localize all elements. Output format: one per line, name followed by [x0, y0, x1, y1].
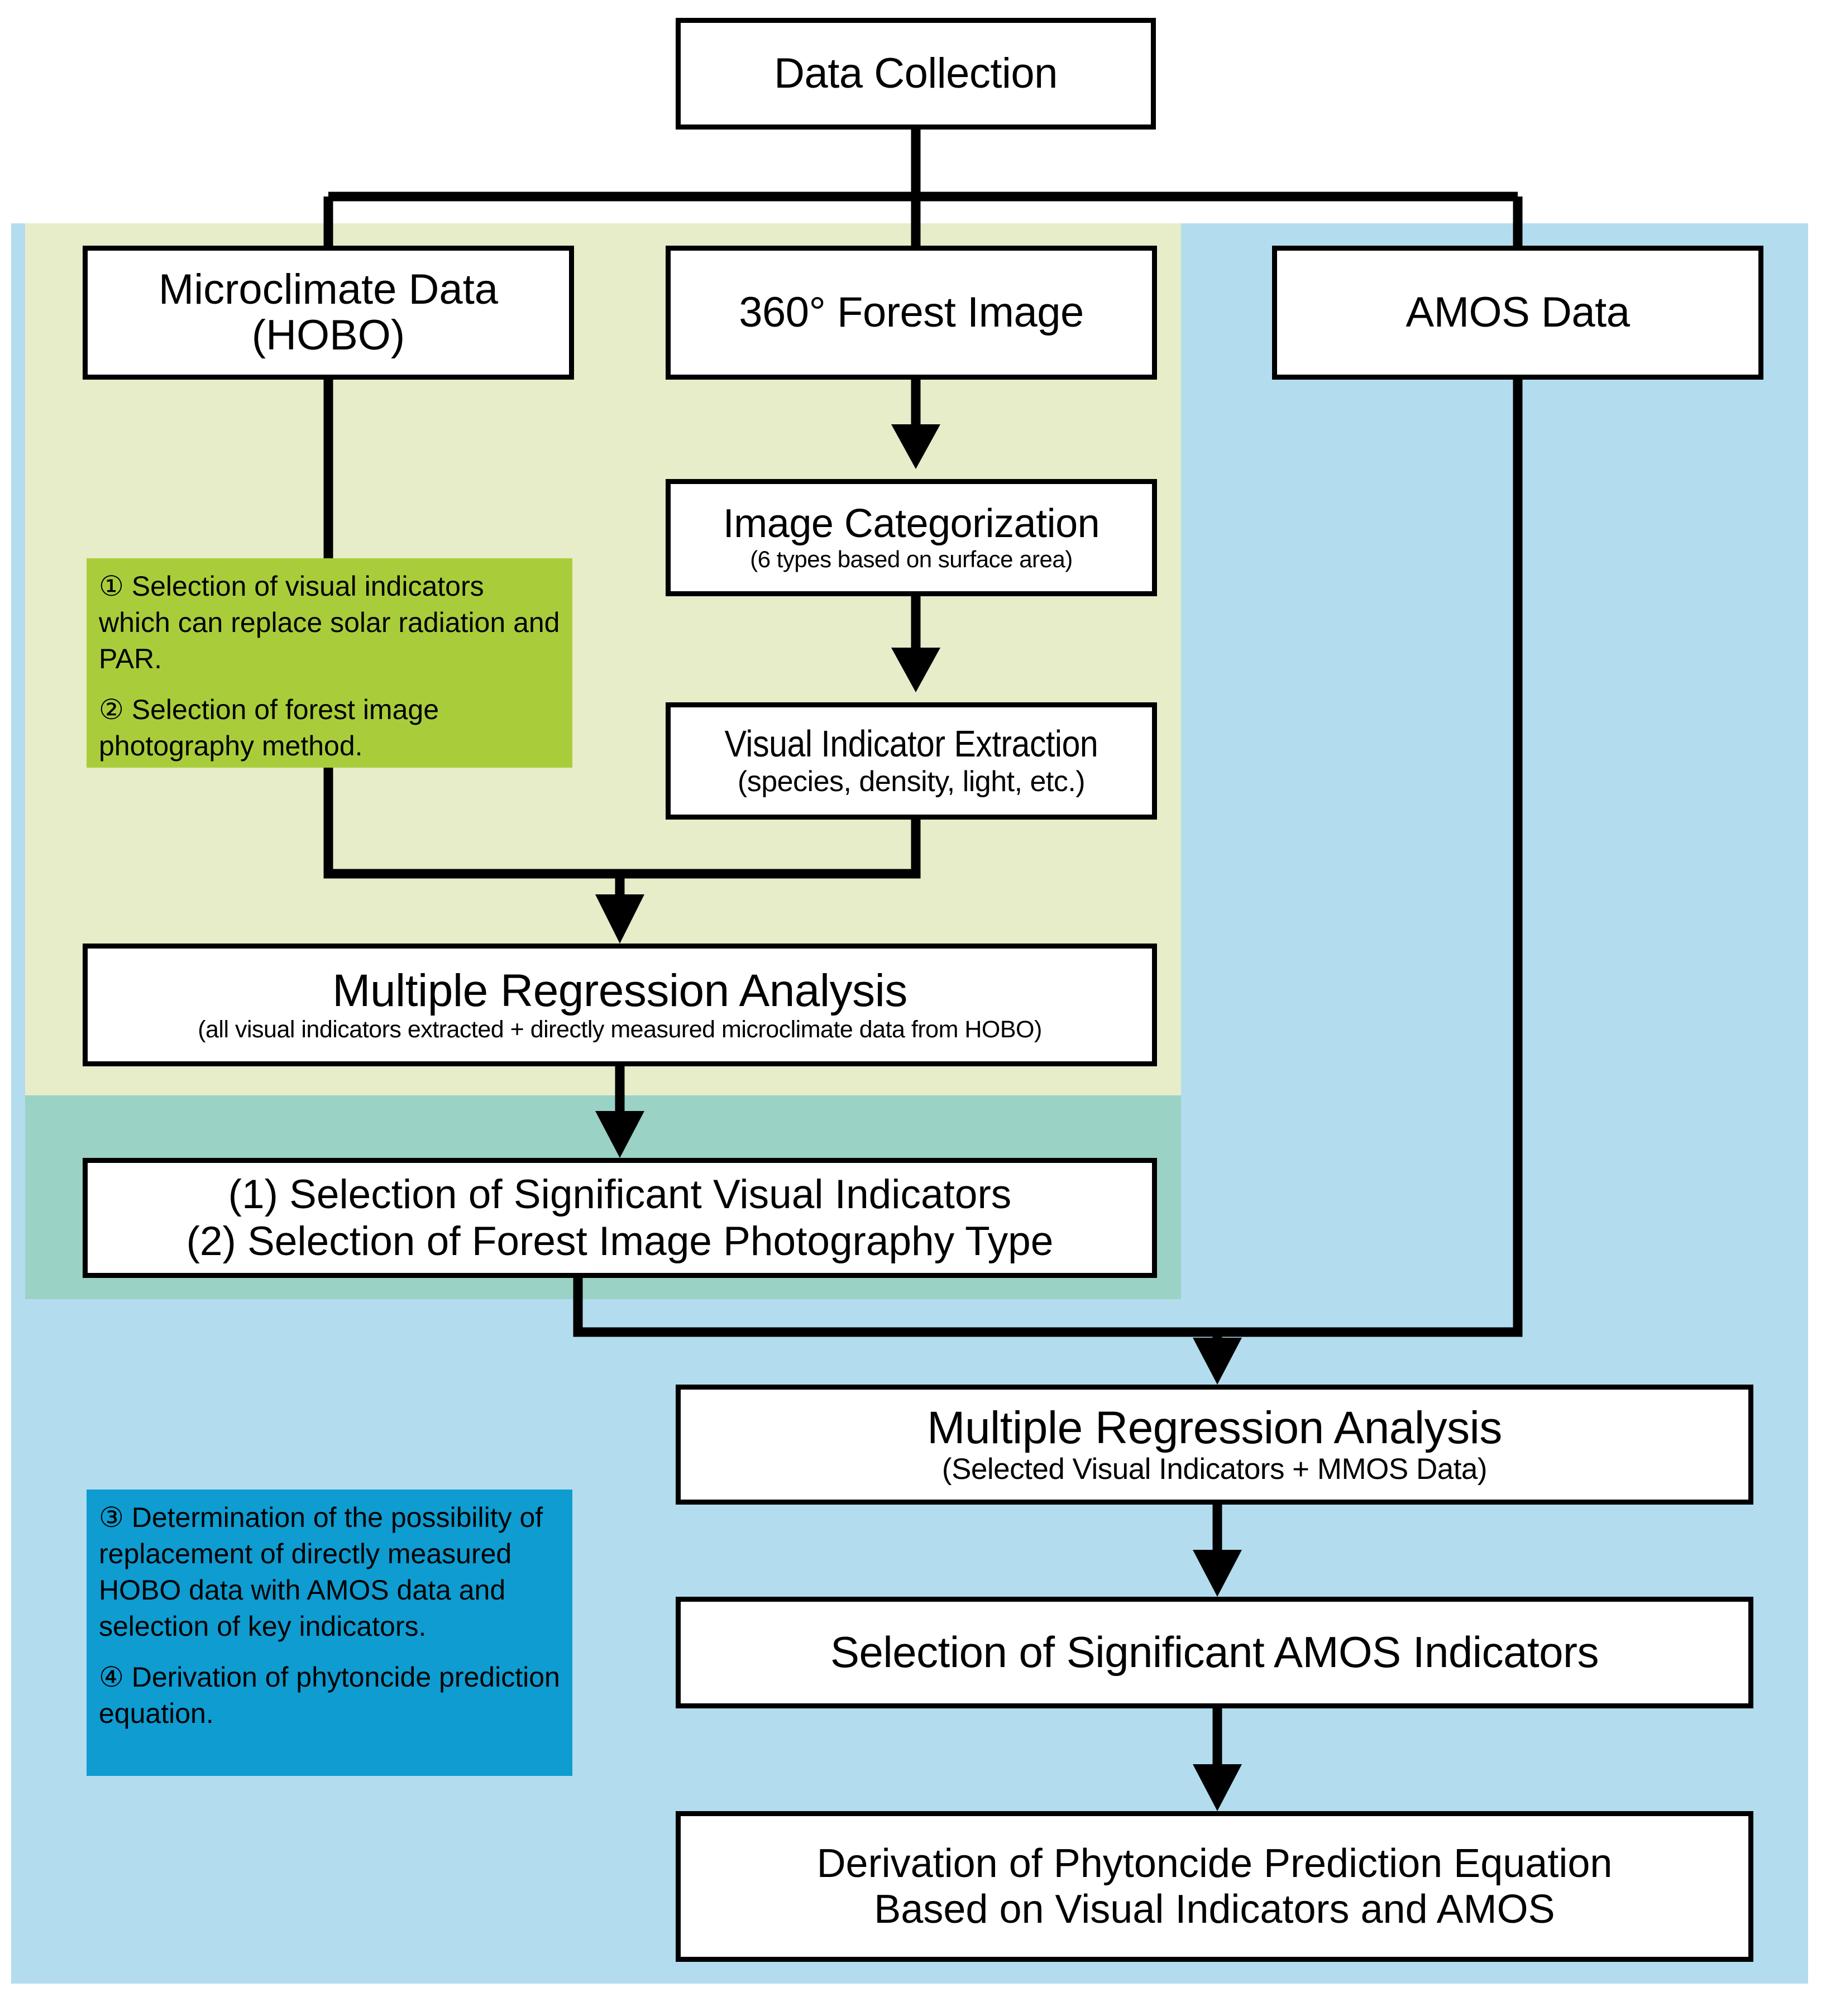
node-amos-indicator-selection[interactable]	[676, 1597, 1753, 1708]
node-subtitle: (6 types based on surface area)	[750, 546, 1073, 573]
node-title: Data Collection	[774, 50, 1058, 98]
node-title: Visual Indicator Extraction	[724, 723, 1098, 765]
note-item-4: ④ Derivation of phytoncide prediction equation.	[99, 1661, 560, 1729]
node-visual-indicator-extraction[interactable]	[666, 702, 1157, 820]
node-subtitle: (all visual indicators extracted + directly measured microclimate data from HOBO)	[198, 1016, 1042, 1043]
node-subtitle: (species, density, light, etc.)	[737, 765, 1086, 798]
node-forest-image[interactable]	[666, 246, 1157, 380]
node-microclimate-data[interactable]	[83, 246, 574, 380]
annotation-note-blue	[87, 1490, 572, 1776]
node-title: Multiple Regression Analysis	[927, 1402, 1502, 1453]
node-title: (1) Selection of Significant Visual Indicators (2) Selection of Forest Image Photography Type	[186, 1172, 1054, 1264]
node-title: Microclimate Data (HOBO)	[158, 265, 499, 359]
node-selection-results[interactable]	[83, 1158, 1157, 1278]
node-data-collection[interactable]	[676, 18, 1156, 130]
node-title: Image Categorization	[723, 501, 1100, 546]
node-title: Selection of Significant AMOS Indicators	[830, 1627, 1599, 1677]
node-multiple-regression-analysis-1[interactable]	[83, 944, 1157, 1066]
note-item-2: ② Selection of forest image photography method.	[99, 694, 439, 762]
node-amos-data[interactable]	[1272, 246, 1763, 380]
node-title: Multiple Regression Analysis	[332, 965, 907, 1017]
node-image-categorization[interactable]	[666, 479, 1157, 596]
node-multiple-regression-analysis-2[interactable]	[676, 1385, 1753, 1505]
node-title: 360° Forest Image	[739, 289, 1084, 337]
annotation-note-green	[87, 558, 572, 768]
note-item-3: ③ Determination of the possibility of replacement of directly measured HOBO data with AMOS data and selection of key indicators.	[99, 1502, 543, 1642]
node-title: Derivation of Phytoncide Prediction Equation Based on Visual Indicators and AMOS	[816, 1841, 1613, 1932]
note-item-1: ① Selection of visual indicators which can replace solar radiation and PAR.	[99, 571, 560, 674]
node-final-equation[interactable]	[676, 1811, 1753, 1962]
node-title: AMOS Data	[1405, 289, 1630, 337]
node-subtitle: (Selected Visual Indicators + MMOS Data)	[941, 1453, 1488, 1486]
